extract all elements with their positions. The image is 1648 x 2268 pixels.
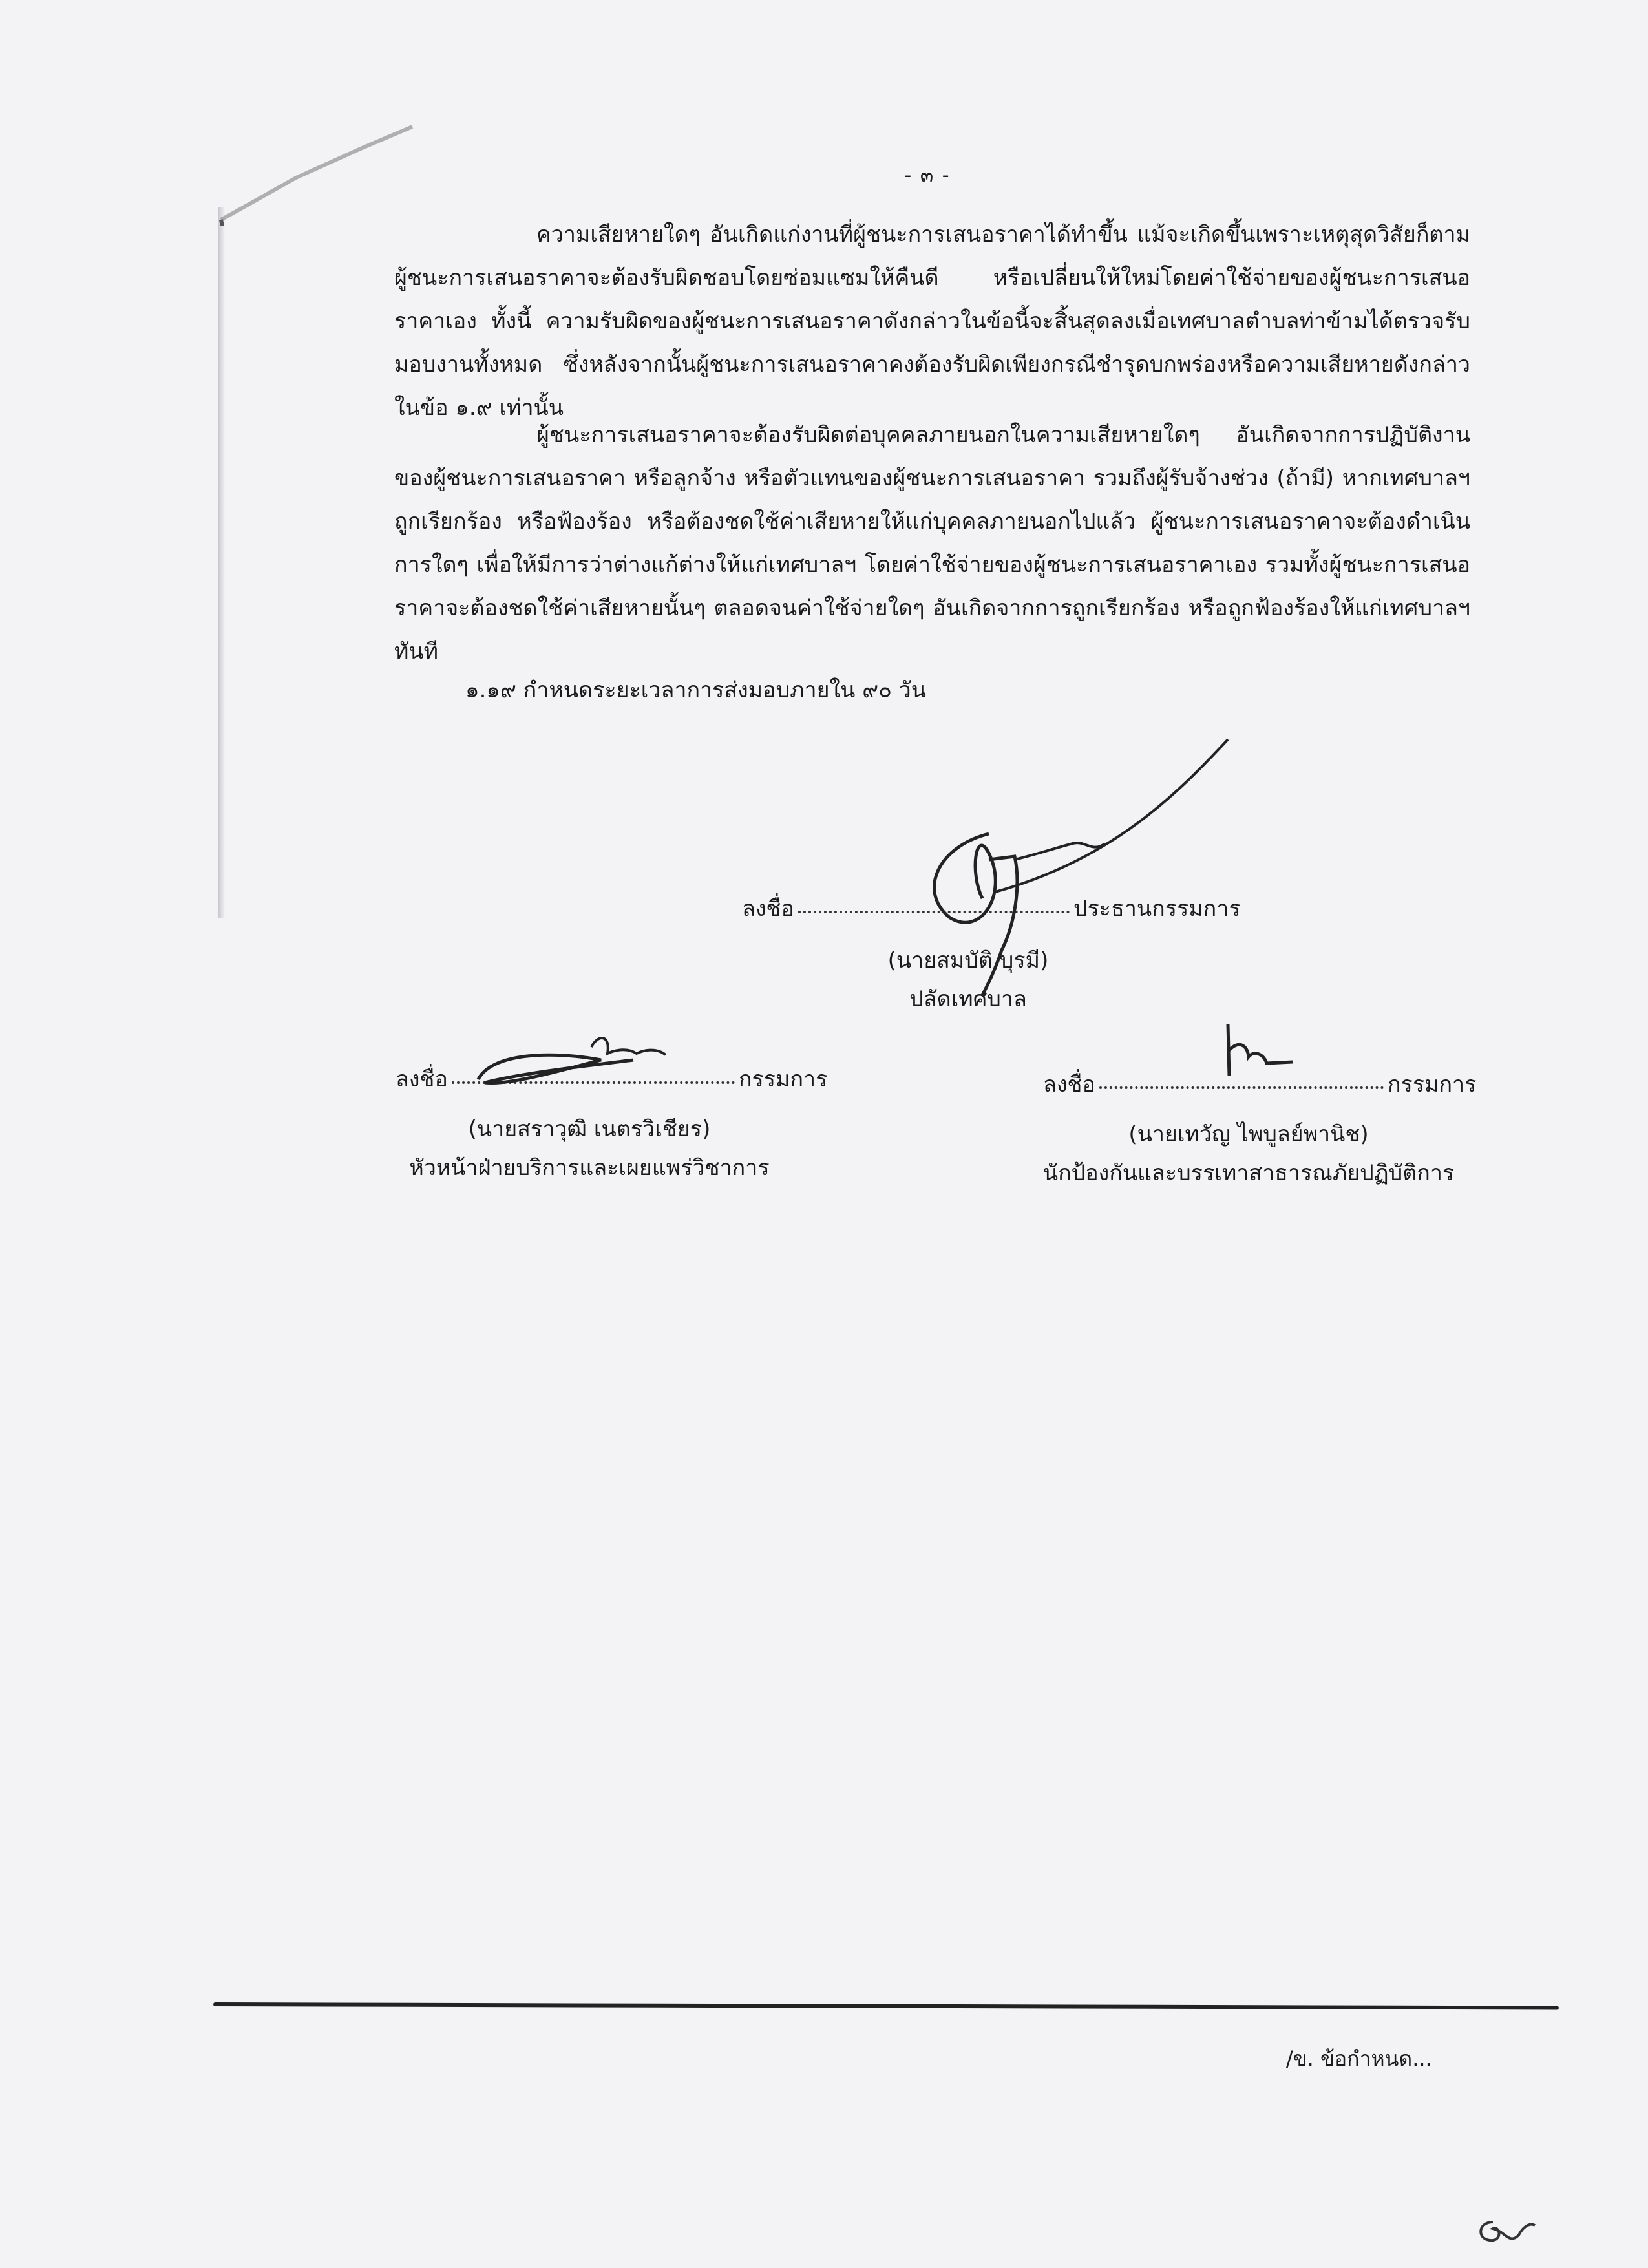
signer-name: (นายสราวุฒิ เนตรวิเชียร) <box>468 1116 711 1142</box>
signer-position: ปลัดเทศบาล <box>909 986 1027 1012</box>
delivery-period-clause: ๑.๑๙ กำหนดระยะเวลาการส่งมอบภายใน ๙๐ วัน <box>465 677 927 703</box>
handwritten-signature-chair <box>892 730 1254 1002</box>
paragraph-damage-liability <box>394 213 1470 430</box>
signer-name: (นายเทวัญ ไพบูลย์พานิช) <box>1128 1121 1369 1147</box>
sign-label: ลงชื่อ <box>742 896 794 922</box>
committee-role: กรรมการ <box>1387 1072 1477 1097</box>
sign-label: ลงชื่อ <box>1043 1072 1095 1097</box>
committee-role: กรรมการ <box>738 1066 828 1092</box>
paragraph-text: ผู้ชนะการเสนอราคาจะต้องรับผิดต่อบุคคลภายนอกในความเสียหายใดๆ อันเกิดจากการปฏิบัติงานของผู้ชนะการเสนอราคา หรือลูกจ้าง หรือตัวแทนของผู้ชนะการเสนอราคา รวมถึงผู้รับจ้างช่วง (ถ้ามี) หากเทศบาลฯ ถูกเรียกร้อง หรือฟ้องร้อง หรือต้องชดใช้ค่าเสียหายให้แก่บุคคลภายนอกไปแล้ว ผู้ชนะการเสนอราคาจะต้องดำเนินการใดๆ เพื่อให้มีการว่าต่างแก้ต่างให้แก่เทศบาลฯ โดยค่าใช้จ่ายของผู้ชนะการเสนอราคาเอง รวมทั้งผู้ชนะการเสนอราคาจะต้องชดใช้ค่าเสียหายนั้นๆ ตลอดจนค่าใช้จ่ายใดๆ อันเกิดจากการถูกเรียกร้อง หรือถูกฟ้องร้องให้แก่เทศบาลฯ ทันที <box>394 422 1470 664</box>
paragraph-third-party-liability <box>394 414 1470 673</box>
paragraph-text: ความเสียหายใดๆ อันเกิดแก่งานที่ผู้ชนะการเสนอราคาได้ทำขึ้น แม้จะเกิดขึ้นเพราะเหตุสุดวิสัยก็ตาม ผู้ชนะการเสนอราคาจะต้องรับผิดชอบโดยซ่อมแซมให้คืนดี หรือเปลี่ยนให้ใหม่โดยค่าใช้จ่ายของผู้ชนะการเสนอราคาเอง ทั้งนี้ ความรับผิดของผู้ชนะการเสนอราคาดังกล่าวในข้อนี้จะสิ้นสุดลงเมื่อเทศบาลตำบลท่าข้ามได้ตรวจรับมอบงานทั้งหมด ซึ่งหลังจากนั้นผู้ชนะการเสนอราคาคงต้องรับผิดเพียงกรณีชำรุดบกพร่องหรือความเสียหายดังกล่าวในข้อ ๑.๙ เท่านั้น <box>394 222 1470 421</box>
continuation-note: /ข. ข้อกำหนด... <box>1286 2046 1432 2071</box>
committee-role: ประธานกรรมการ <box>1073 896 1241 922</box>
handwritten-signature-member-2 <box>1202 1018 1305 1089</box>
page-number: - ๓ - <box>904 164 951 187</box>
handwritten-initials <box>1474 2209 1545 2248</box>
signer-name: (นายสมบัติ บุรมี) <box>887 948 1049 973</box>
handwritten-signature-member-1 <box>472 1028 704 1099</box>
scan-edge-shadow <box>218 207 225 918</box>
page-bottom-rule <box>213 2002 1559 2009</box>
signer-position: หัวหน้าฝ่ายบริการและเผยแพร่วิชาการ <box>409 1155 770 1181</box>
sign-label: ลงชื่อ <box>396 1066 448 1092</box>
signer-position: นักป้องกันและบรรเทาสาธารณภัยปฏิบัติการ <box>1042 1160 1455 1186</box>
